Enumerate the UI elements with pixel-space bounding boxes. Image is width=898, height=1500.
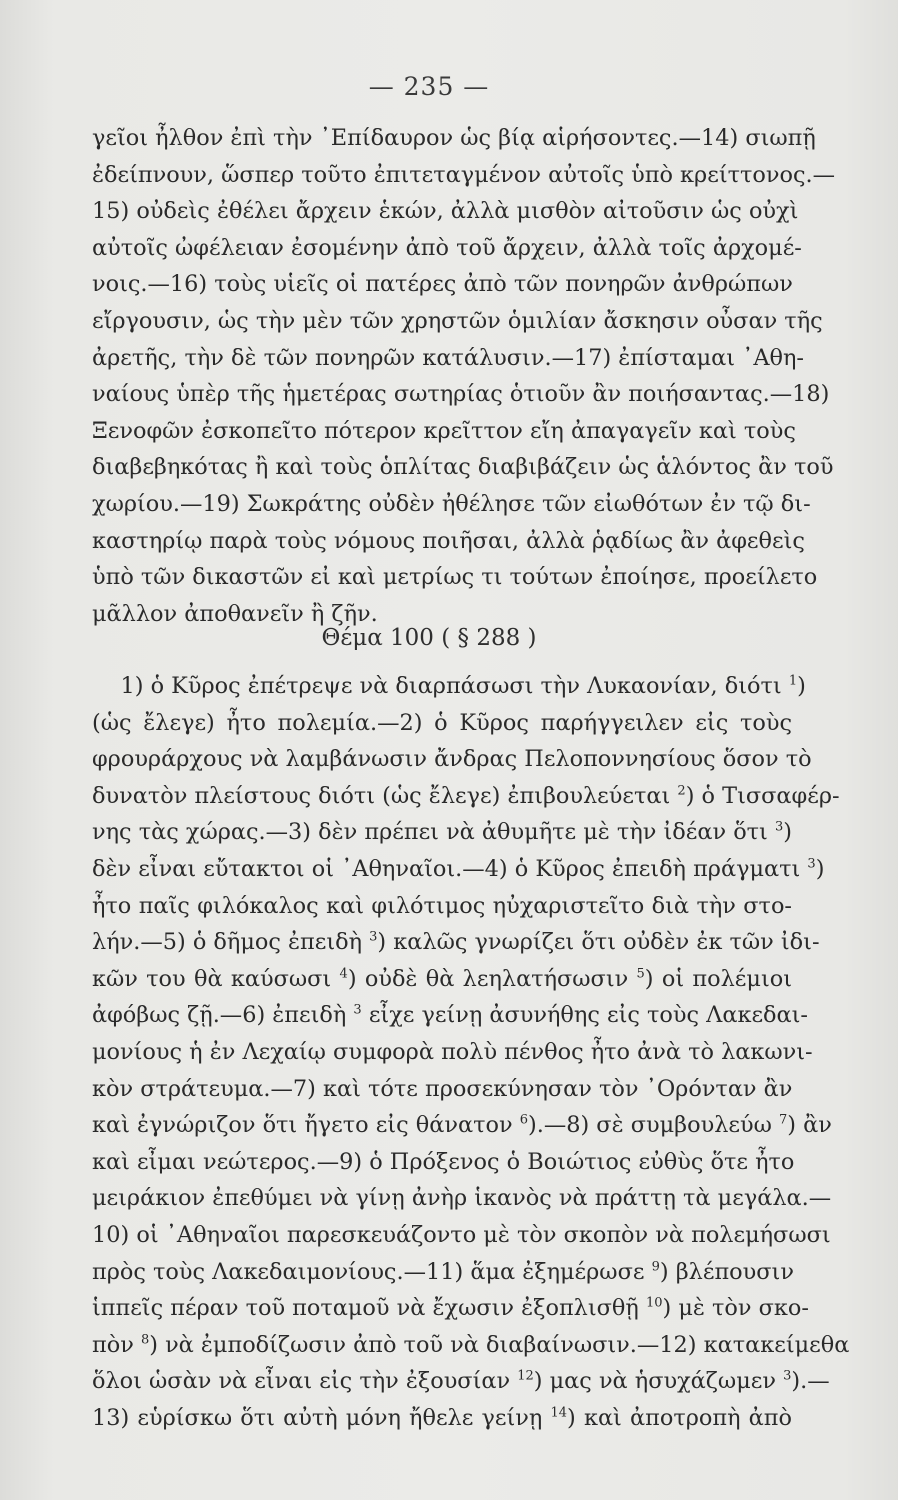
section-title: Θέμα 100 ( § 288 ) xyxy=(321,625,537,651)
text-segment: ).— xyxy=(791,1368,830,1395)
text-line: ναίους ὑπὲρ τῆς ἡμετέρας σωτηρίας ὁτιοῦν ἂν ποιήσαντας.—18) xyxy=(92,381,830,408)
text-segment: (ὡς ἔλεγε) ἦτο πολεμία.—2) ὁ Κῦρος παρήγγειλεν εἰς τοὺς xyxy=(92,709,792,736)
text-segment: ).—8) σὲ συμβουλεύω xyxy=(527,1112,779,1139)
text-line: μᾶλλον ἀποθανεῖν ἢ ζῆν. xyxy=(92,600,378,627)
text-line: διαβεβηκότας ἢ καὶ τοὺς ὁπλίτας διαβιβάζειν ὡς ἁλόντος ἂν τοῦ xyxy=(92,454,834,481)
footnote-marker: 7 xyxy=(779,1112,788,1128)
footnote-marker: 6 xyxy=(519,1112,528,1128)
footnote-marker: 4 xyxy=(339,966,348,982)
text-line xyxy=(92,814,792,851)
text-segment: 13) εὑρίσκω ὅτι αὐτὴ μόνη ἤθελε γείνῃ xyxy=(92,1404,551,1431)
text-segment: φρουράρχους νὰ λαμβάνωσιν ἄνδρας Πελοποννησίους ὅσον τὸ xyxy=(92,746,812,773)
footnote-marker: 3 xyxy=(807,856,816,872)
footnote-marker: 9 xyxy=(651,1259,660,1275)
footnote-marker: 5 xyxy=(636,966,645,982)
text-segment: ἦτο παῖς φιλόκαλος καὶ φιλότιμος ηὐχαριστεῖτο διὰ τὴν στο- xyxy=(92,892,792,919)
footnote-marker: 12 xyxy=(517,1368,534,1384)
text-line xyxy=(92,851,825,888)
text-segment: κὸν στράτευμα.—7) καὶ τότε προσεκύνησαν τὸν ᾿Ορόνταν ἂν xyxy=(92,1075,793,1102)
text-line xyxy=(92,1290,809,1327)
text-segment: ) νὰ ἐμποδίζωσιν ἀπὸ τοῦ νὰ διαβαίνωσιν.—12) κατακείμεθα xyxy=(149,1331,850,1358)
text-line xyxy=(92,997,808,1034)
text-line: ἀρετῆς, τὴν δὲ τῶν πονηρῶν κατάλυσιν.—17) ἐπίσταμαι ᾿Αθη- xyxy=(92,344,804,371)
text-segment: λήν.—5) ὁ δῆμος ἐπειδὴ xyxy=(92,929,370,956)
text-line: καστηρίῳ παρὰ τοὺς νόμους ποιῆσαι, ἀλλὰ ῥᾳδίως ἂν ἀφεθεὶς xyxy=(92,527,805,554)
text-line: εἴργουσιν, ὡς τὴν μὲν τῶν χρηστῶν ὁμιλίαν ἄσκησιν οὖσαν τῆς xyxy=(92,307,823,334)
text-line xyxy=(92,1034,813,1071)
text-segment: κῶν του θὰ καύσωσι xyxy=(92,965,340,992)
text-segment: ) xyxy=(815,855,825,882)
text-line: ἐδείπνουν, ὥσπερ τοῦτο ἐπιτεταγμένον αὐτοῖς ὑπὸ κρείττονος.— xyxy=(92,161,835,188)
text-segment: 10) οἱ ᾿Αθηναῖοι παρεσκευάζοντο μὲ τὸν σκοπὸν νὰ πολεμήσωσι xyxy=(92,1221,831,1248)
text-segment: πρὸς τοὺς Λακεδαιμονίους.—11) ἅμα ἐξημέρωσε xyxy=(92,1258,652,1285)
text-line xyxy=(92,1107,832,1144)
footnote-marker: 10 xyxy=(645,1295,663,1311)
text-segment: ἱππεῖς πέραν τοῦ ποταμοῦ νὰ ἔχωσιν ἐξοπλισθῇ xyxy=(92,1295,646,1322)
text-line xyxy=(92,1180,832,1217)
text-segment: εἶχε γείνῃ ἀσυνήθης εἰς τοὺς Λακεδαι- xyxy=(361,1002,808,1029)
exercise-text-continued xyxy=(92,120,835,632)
text-segment: ) βλέπουσιν xyxy=(659,1258,794,1285)
text-segment: ) οἱ πολέμιοι xyxy=(644,965,792,992)
text-segment: ) μας νὰ ἡσυχάζωμεν xyxy=(533,1368,784,1395)
footnote-marker: 3 xyxy=(774,819,784,835)
text-line xyxy=(92,1400,792,1437)
text-line xyxy=(92,1217,831,1254)
footnote-marker: 2 xyxy=(677,783,686,799)
exercise-100-text xyxy=(92,668,850,1436)
text-line xyxy=(92,1327,850,1364)
text-segment: δυνατὸν πλείστους διότι (ὡς ἔλεγε) ἐπιβουλεύεται xyxy=(92,782,678,809)
text-line xyxy=(92,778,840,815)
footnote-marker: 3 xyxy=(369,929,378,945)
text-segment: καὶ εἶμαι νεώτερος.—9) ὁ Πρόξενος ὁ Βοιώτιος εὐθὺς ὅτε ἦτο xyxy=(92,1148,795,1175)
text-line: 15) οὐδεὶς ἐθέλει ἄρχειν ἑκών, ἀλλὰ μισθὸν αἰτοῦσιν ὡς οὐχὶ xyxy=(92,198,799,225)
text-line xyxy=(92,741,812,778)
text-segment: ) xyxy=(783,819,792,846)
text-line xyxy=(92,924,820,961)
text-line xyxy=(92,705,792,742)
text-segment: ) καὶ ἀποτροπὴ ἀπὸ xyxy=(567,1404,792,1431)
footnote-marker: 1 xyxy=(788,673,798,689)
text-segment: 1) ὁ Κῦρος ἐπέτρεψε νὰ διαρπάσωσι τὴν Λυκαονίαν, διότι xyxy=(92,673,789,699)
text-segment: ) οὐδὲ θὰ λεηλατήσωσιν xyxy=(347,965,637,992)
footnote-marker: 3 xyxy=(783,1368,792,1384)
text-segment: ) καλῶς γνωρίζει ὅτι οὐδὲν ἐκ τῶν ἰδι- xyxy=(377,929,820,956)
text-line xyxy=(92,668,806,705)
footnote-marker: 8 xyxy=(140,1332,150,1348)
text-line xyxy=(92,1071,792,1108)
text-line: νοις.—16) τοὺς υἱεῖς οἱ πατέρες ἀπὸ τῶν πονηρῶν ἀνθρώπων xyxy=(92,271,793,298)
footnote-marker: 3 xyxy=(353,1002,362,1018)
text-segment: ἀφόβως ζῇ.—6) ἐπειδὴ xyxy=(92,1002,354,1029)
text-line: χωρίου.—19) Σωκράτης οὐδὲν ἠθέλησε τῶν εἰωθότων ἐν τῷ δι- xyxy=(92,490,811,517)
text-segment: ) ἂν xyxy=(787,1112,832,1139)
text-segment: πὸν xyxy=(92,1331,141,1358)
text-segment: ) xyxy=(797,673,806,699)
text-segment: δὲν εἶναι εὔτακτοι οἱ ᾿Αθηναῖοι.—4) ὁ Κῦρος ἐπειδὴ πράγματι xyxy=(92,855,808,882)
text-line xyxy=(92,1363,830,1400)
text-segment: μειράκιον ἐπεθύμει νὰ γίνῃ ἀνὴρ ἱκανὸς νὰ πράττῃ τὰ μεγάλα.— xyxy=(92,1185,832,1212)
text-line: Ξενοφῶν ἐσκοπεῖτο πότερον κρεῖττον εἴη ἀπαγαγεῖν καὶ τοὺς xyxy=(92,417,796,444)
page-number: — 235 — xyxy=(368,72,490,101)
text-segment: ὅλοι ὡσὰν νὰ εἶναι εἰς τὴν ἐξουσίαν xyxy=(92,1368,518,1395)
text-segment: καὶ ἐγνώριζον ὅτι ἤγετο εἰς θάνατον xyxy=(92,1112,520,1139)
footnote-marker: 14 xyxy=(550,1405,568,1421)
text-segment: ) μὲ τὸν σκο- xyxy=(662,1295,809,1322)
text-line: αὐτοῖς ὠφέλειαν ἐσομένην ἀπὸ τοῦ ἄρχειν, ἀλλὰ τοῖς ἀρχομέ- xyxy=(92,234,802,261)
text-line: ὑπὸ τῶν δικαστῶν εἰ καὶ μετρίως τι τούτων ἐποίησε, προείλετο xyxy=(92,564,818,591)
text-segment: ) ὁ Τισσαφέρ- xyxy=(685,782,840,809)
text-line xyxy=(92,961,792,998)
text-line xyxy=(92,888,792,925)
text-segment: νης τὰς χώρας.—3) δὲν πρέπει νὰ ἀθυμῆτε μὲ τὴν ἰδέαν ὅτι xyxy=(92,819,775,846)
text-line xyxy=(92,1144,795,1181)
text-line xyxy=(92,1254,792,1291)
text-line: γεῖοι ἦλθον ἐπὶ τὴν ᾿Επίδαυρον ὡς βίᾳ αἱρήσοντες.—14) σιωπῇ xyxy=(92,125,816,151)
text-segment: μονίους ἡ ἐν Λεχαίῳ συμφορὰ πολὺ πένθος ἦτο ἀνὰ τὸ λακωνι- xyxy=(92,1038,813,1065)
